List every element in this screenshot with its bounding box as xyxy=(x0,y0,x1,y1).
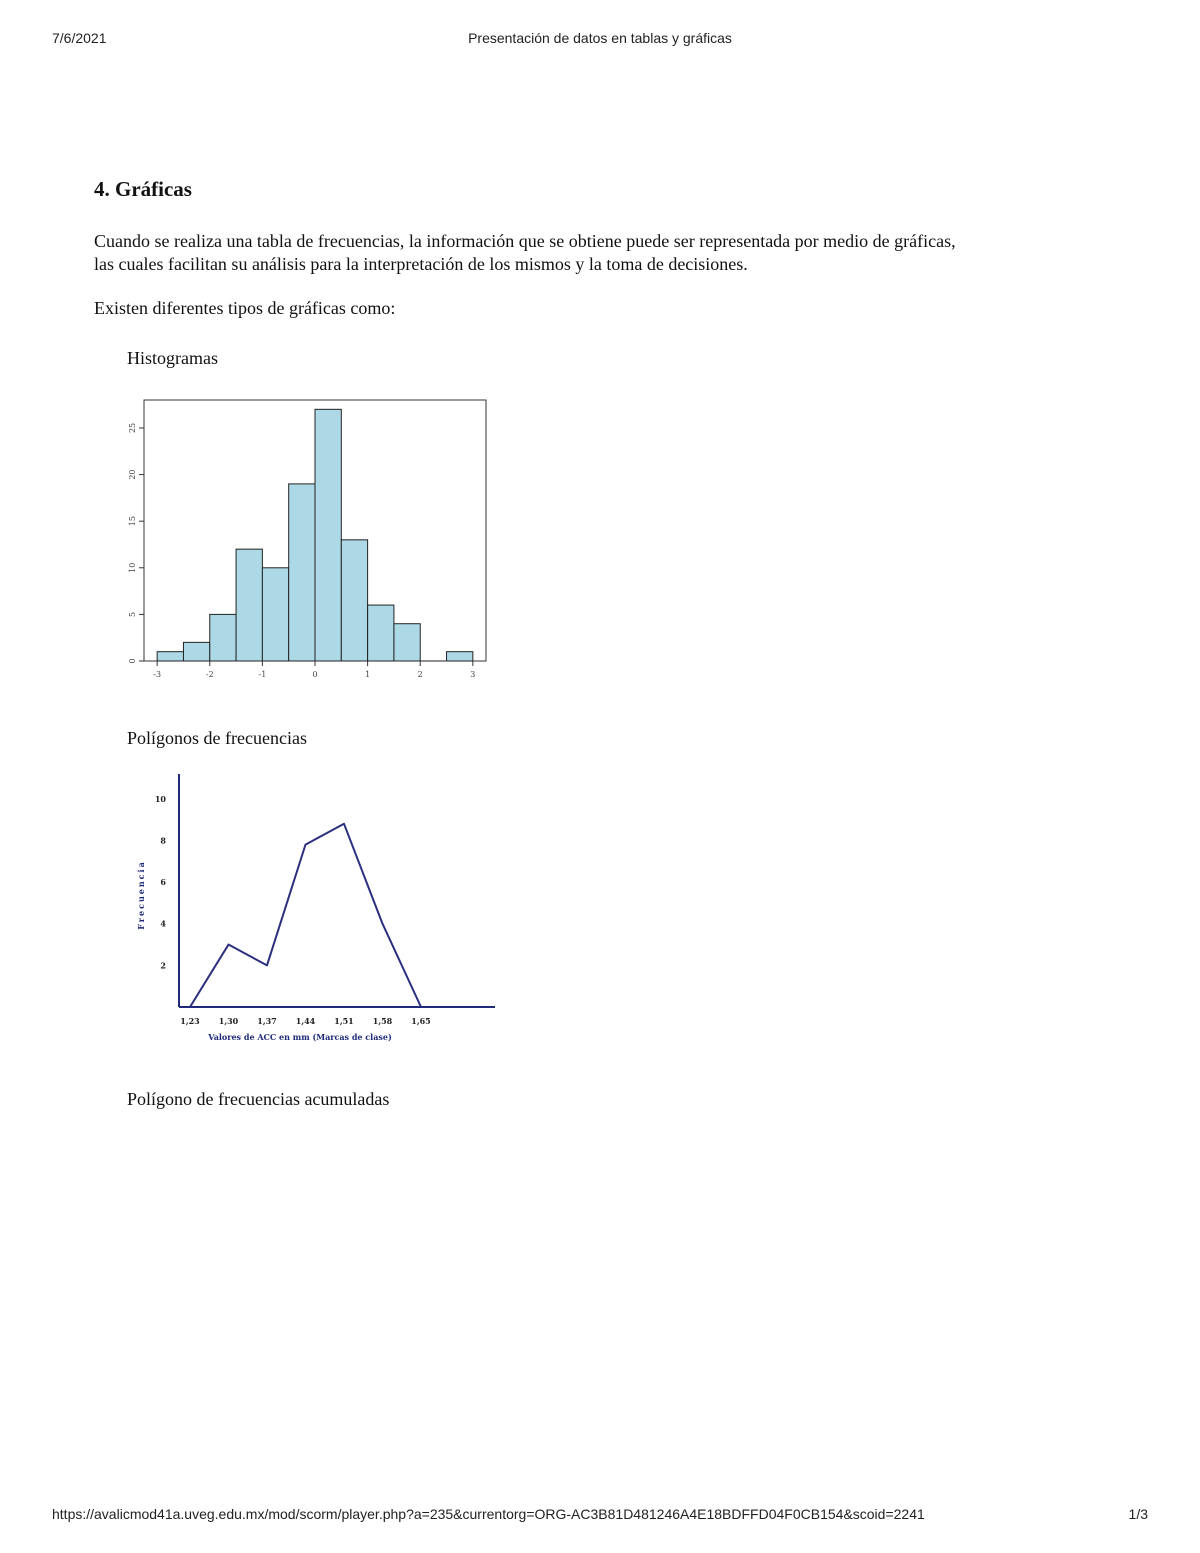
histogram-x-tick-label: -2 xyxy=(205,670,214,679)
histogram-chart xyxy=(120,390,500,690)
header-date: 7/6/2021 xyxy=(52,30,107,46)
polygon-x-tick-label: 1,37 xyxy=(257,1016,277,1026)
histogram-bar xyxy=(157,652,183,661)
histogram-x-tick-label: -3 xyxy=(153,670,162,679)
histogram-x-tick-label: 1 xyxy=(365,670,371,679)
polygon-x-tick-label: 1,51 xyxy=(334,1016,354,1026)
histogram-y-tick-label: 20 xyxy=(128,469,137,480)
polygon-y-tick-label: 10 xyxy=(154,793,166,804)
intro-line-1: Cuando se realiza una tabla de frecuencias, la información que se obtiene puede ser representada por medio de gráficas, xyxy=(94,231,956,251)
histogram-y-tick-label: 5 xyxy=(128,611,137,617)
histogram-x-tick-label: 3 xyxy=(470,670,476,679)
polygon-y-tick-label: 4 xyxy=(160,918,166,929)
polygon-x-axis-label: Valores de ACC en mm (Marcas de clase) xyxy=(208,1032,392,1042)
histogram-bar xyxy=(236,549,262,661)
histogram-y-tick-label: 0 xyxy=(128,658,137,664)
footer-page-number: 1/3 xyxy=(1128,1506,1148,1522)
polygon-y-tick-label: 6 xyxy=(160,877,166,888)
histogram-x-tick-label: -1 xyxy=(258,670,267,679)
histogram-heading: Histogramas xyxy=(127,348,218,368)
section-title: 4. Gráficas xyxy=(94,177,192,201)
polygon-y-tick-label: 8 xyxy=(160,835,166,846)
types-intro: Existen diferentes tipos de gráficas como: xyxy=(94,298,396,318)
histogram-y-tick-label: 25 xyxy=(128,422,137,434)
intro-paragraph xyxy=(94,230,1114,276)
histogram-x-tick-label: 2 xyxy=(417,670,423,679)
header-title: Presentación de datos en tablas y gráficas xyxy=(468,30,732,46)
histogram-bar xyxy=(315,409,341,661)
intro-line-2: las cuales facilitan su análisis para la interpretación de los mismos y la toma de decisiones. xyxy=(94,254,748,274)
histogram-bar xyxy=(289,484,315,661)
polygon-heading: Polígonos de frecuencias xyxy=(127,728,307,748)
histogram-bar xyxy=(447,652,473,661)
polygon-x-tick-label: 1,30 xyxy=(218,1016,239,1026)
polygon-y-axis-label: Frecuencia xyxy=(136,860,146,930)
histogram-bar xyxy=(368,605,394,661)
footer-url: https://avalicmod41a.uveg.edu.mx/mod/scorm/player.php?a=235&currentorg=ORG-AC3B81D481246A4E18BDFFD04F0CB154&scoid=2241 xyxy=(52,1506,925,1522)
polygon-y-tick-label: 2 xyxy=(160,960,166,971)
histogram-bar xyxy=(341,540,367,661)
histogram-bar xyxy=(183,642,209,661)
histogram-y-tick-label: 15 xyxy=(128,516,137,527)
cumulative-polygon-heading: Polígono de frecuencias acumuladas xyxy=(127,1089,390,1109)
frequency-polygon-chart xyxy=(130,770,510,1055)
histogram-bar xyxy=(210,614,236,661)
histogram-y-tick-label: 10 xyxy=(128,562,137,573)
histogram-x-tick-label: 0 xyxy=(312,670,318,679)
polygon-x-tick-label: 1,65 xyxy=(411,1016,431,1026)
polygon-x-tick-label: 1,44 xyxy=(295,1016,316,1026)
polygon-series-line xyxy=(190,824,421,1007)
polygon-x-tick-label: 1,23 xyxy=(180,1016,200,1026)
polygon-x-tick-label: 1,58 xyxy=(372,1016,393,1026)
histogram-bar xyxy=(262,568,288,661)
histogram-bar xyxy=(394,624,420,661)
